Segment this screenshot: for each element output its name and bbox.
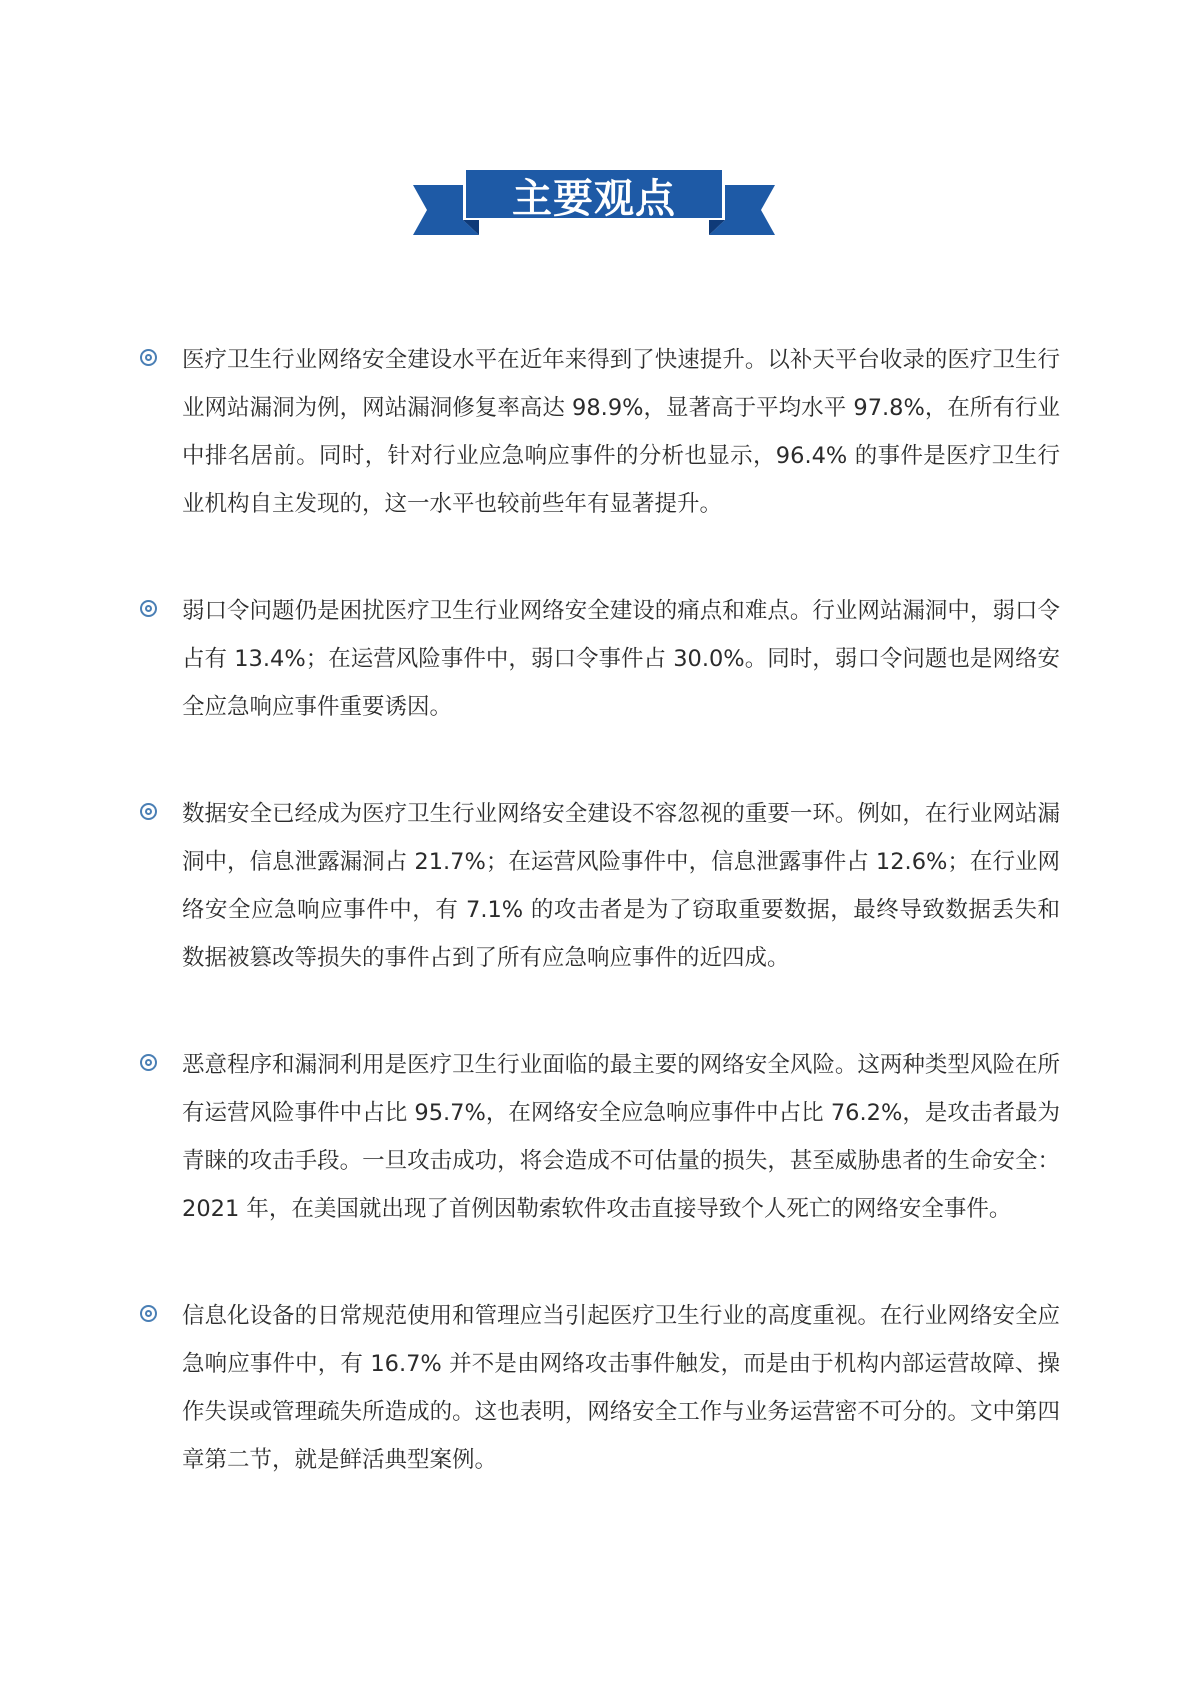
list-item	[140, 336, 1060, 528]
list-item	[140, 1041, 1060, 1233]
section-banner	[413, 168, 775, 252]
key-points-list	[140, 336, 1060, 1543]
double-circle-icon	[140, 803, 157, 820]
double-circle-icon	[140, 1054, 157, 1071]
double-circle-icon	[140, 349, 157, 366]
list-item	[140, 587, 1060, 731]
point-text: 医疗卫生行业网络安全建设水平在近年来得到了快速提升。以补天平台收录的医疗卫生行业网站漏洞为例，网站漏洞修复率高达 98.9%，显著高于平均水平 97.8%，在所有行业中排名居前。同时，针对行业应急响应事件的分析也显示，96.4% 的事件是医疗卫生行业机构自主发现的，这一水平也较前些年有显著提升。	[182, 347, 1060, 517]
list-item	[140, 1292, 1060, 1484]
double-circle-icon	[140, 1305, 157, 1322]
point-text: 恶意程序和漏洞利用是医疗卫生行业面临的最主要的网络安全风险。这两种类型风险在所有运营风险事件中占比 95.7%，在网络安全应急响应事件中占比 76.2%，是攻击者最为青睐的攻击手段。一旦攻击成功，将会造成不可估量的损失，甚至威胁患者的生命安全：2021 年，在美国就出现了首例因勒索软件攻击直接导致个人死亡的网络安全事件。	[182, 1052, 1060, 1222]
point-text: 信息化设备的日常规范使用和管理应当引起医疗卫生行业的高度重视。在行业网络安全应急响应事件中，有 16.7% 并不是由网络攻击事件触发，而是由于机构内部运营故障、操作失误或管理疏失所造成的。这也表明，网络安全工作与业务运营密不可分的。文中第四章第二节，就是鲜活典型案例。	[182, 1303, 1060, 1473]
point-text: 数据安全已经成为医疗卫生行业网络安全建设不容忽视的重要一环。例如，在行业网站漏洞中，信息泄露漏洞占 21.7%；在运营风险事件中，信息泄露事件占 12.6%；在行业网络安全应急响应事件中，有 7.1% 的攻击者是为了窃取重要数据，最终导致数据丢失和数据被篡改等损失的事件占到了所有应急响应事件的近四成。	[182, 801, 1060, 971]
page-title: 主要观点	[512, 176, 676, 222]
point-text: 弱口令问题仍是困扰医疗卫生行业网络安全建设的痛点和难点。行业网站漏洞中，弱口令占有 13.4%；在运营风险事件中，弱口令事件占 30.0%。同时，弱口令问题也是网络安全应急响应事件重要诱因。	[182, 598, 1060, 720]
double-circle-icon	[140, 600, 157, 617]
list-item	[140, 790, 1060, 982]
